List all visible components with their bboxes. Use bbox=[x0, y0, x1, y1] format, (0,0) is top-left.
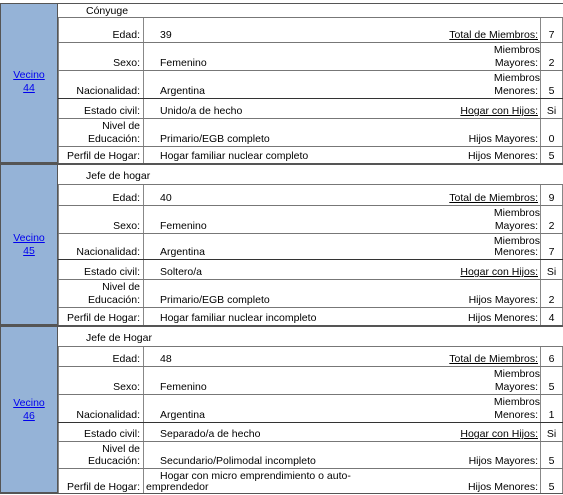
label-menores: Menores: bbox=[494, 409, 538, 421]
row-sexo bbox=[58, 205, 563, 233]
value-nacionalidad: Argentina bbox=[160, 246, 205, 258]
label-miembros: Miembros bbox=[493, 235, 540, 247]
row-perfil bbox=[58, 146, 563, 163]
value-total-miembros: 6 bbox=[548, 353, 555, 365]
value-educacion: Primario/EGB completo bbox=[160, 294, 270, 306]
value-edad: 40 bbox=[160, 192, 172, 204]
vecino-link-44[interactable] bbox=[0, 69, 58, 95]
value-hijos-mayores: 2 bbox=[548, 294, 555, 306]
record-role-header bbox=[58, 326, 563, 344]
label-perfil: Perfil de Hogar: bbox=[67, 150, 140, 162]
label-educacion: Educación: bbox=[88, 133, 140, 145]
label-hijos-menores: Hijos Menores: bbox=[467, 312, 538, 324]
label-hijos-mayores: Hijos Mayores: bbox=[468, 455, 538, 467]
label-sexo: Sexo: bbox=[113, 220, 140, 232]
row-edad bbox=[58, 184, 563, 205]
value-hogar-con-hijos: Si bbox=[546, 428, 557, 440]
vecino-link-45[interactable] bbox=[0, 232, 58, 258]
label-miembros: Miembros bbox=[493, 396, 540, 408]
label-menores: Menores: bbox=[494, 246, 538, 258]
label-miembros: Miembros bbox=[493, 72, 540, 84]
record-role: Jefe de Hogar bbox=[86, 332, 152, 344]
value-estado-civil: Separado/a de hecho bbox=[160, 428, 261, 440]
label-edad: Edad: bbox=[112, 29, 140, 41]
row-edad bbox=[58, 17, 563, 42]
record-role-header bbox=[58, 164, 563, 182]
value-hogar-con-hijos: Si bbox=[546, 105, 557, 117]
row-sexo bbox=[58, 366, 563, 394]
row-perfil bbox=[58, 307, 563, 325]
label-total-miembros: Total de Miembros: bbox=[449, 353, 538, 365]
label-mayores: Mayores: bbox=[494, 220, 538, 232]
value-edad: 39 bbox=[160, 29, 172, 41]
value-sexo: Femenino bbox=[160, 381, 207, 393]
value-miembros-mayores: 5 bbox=[548, 381, 555, 393]
label-perfil: Perfil de Hogar: bbox=[67, 481, 140, 493]
value-estado-civil: Unido/a de hecho bbox=[160, 105, 243, 117]
vecino-link-number[interactable]: 45 bbox=[23, 245, 35, 257]
row-nacionalidad bbox=[58, 233, 563, 259]
value-perfil: Hogar familiar nuclear incompleto bbox=[160, 312, 317, 324]
label-educacion: Educación: bbox=[88, 294, 140, 306]
label-estado-civil: Estado civil: bbox=[83, 428, 140, 440]
value-hijos-menores: 4 bbox=[548, 312, 555, 324]
vecino-link-46[interactable] bbox=[0, 397, 58, 423]
value-total-miembros: 7 bbox=[548, 29, 555, 41]
value-educacion: Primario/EGB completo bbox=[160, 133, 270, 145]
label-hogar-con-hijos: Hogar con Hijos: bbox=[460, 428, 538, 440]
separator-line bbox=[0, 163, 563, 164]
label-estado-civil: Estado civil: bbox=[83, 105, 140, 117]
record-role: Cónyuge bbox=[86, 5, 129, 17]
value-miembros-menores: 7 bbox=[548, 246, 555, 258]
row-educacion bbox=[58, 279, 563, 307]
value-hijos-mayores: 0 bbox=[548, 133, 555, 145]
value-edad: 48 bbox=[160, 353, 172, 365]
row-educacion bbox=[58, 118, 563, 146]
value-hogar-con-hijos: Si bbox=[546, 266, 557, 278]
label-nivel: Nivel de bbox=[102, 120, 140, 132]
label-mayores: Mayores: bbox=[494, 57, 538, 69]
label-hijos-mayores: Hijos Mayores: bbox=[468, 133, 538, 145]
vecino-link-number[interactable]: 44 bbox=[23, 82, 35, 94]
row-perfil bbox=[58, 468, 563, 494]
label-mayores: Mayores: bbox=[494, 381, 538, 393]
label-hijos-menores: Hijos Menores: bbox=[467, 150, 538, 162]
label-menores: Menores: bbox=[494, 85, 538, 97]
separator-line bbox=[0, 493, 563, 494]
label-edad: Edad: bbox=[112, 192, 140, 204]
label-sexo: Sexo: bbox=[113, 381, 140, 393]
label-nivel: Nivel de bbox=[102, 281, 140, 293]
record-role-header bbox=[58, 3, 563, 17]
row-sexo bbox=[58, 42, 563, 70]
label-hogar-con-hijos: Hogar con Hijos: bbox=[460, 266, 538, 278]
label-miembros: Miembros bbox=[493, 44, 540, 56]
vecino-link-word[interactable]: Vecino bbox=[13, 232, 45, 244]
value-perfil: Hogar familiar nuclear completo bbox=[160, 150, 309, 162]
row-nacionalidad bbox=[58, 394, 563, 422]
vecino-link-word[interactable]: Vecino bbox=[13, 69, 45, 81]
value-hijos-mayores: 5 bbox=[548, 455, 555, 467]
label-perfil: Perfil de Hogar: bbox=[67, 312, 140, 324]
value-miembros-mayores: 2 bbox=[548, 220, 555, 232]
row-estado-civil bbox=[58, 422, 563, 441]
vecino-link-number[interactable]: 46 bbox=[23, 410, 35, 422]
value-total-miembros: 9 bbox=[548, 192, 555, 204]
record-role: Jefe de hogar bbox=[86, 170, 151, 182]
label-total-miembros: Total de Miembros: bbox=[449, 192, 538, 204]
label-miembros: Miembros bbox=[493, 207, 540, 219]
label-nacionalidad: Nacionalidad: bbox=[76, 246, 140, 258]
value-hijos-menores: 5 bbox=[548, 150, 555, 162]
value-miembros-mayores: 2 bbox=[548, 57, 555, 69]
label-sexo: Sexo: bbox=[113, 57, 140, 69]
label-total-miembros: Total de Miembros: bbox=[449, 29, 538, 41]
label-educacion: Educación: bbox=[88, 455, 140, 467]
row-estado-civil bbox=[58, 98, 563, 118]
value-perfil-line1: Hogar con micro emprendimiento o auto- bbox=[160, 470, 351, 482]
value-miembros-menores: 5 bbox=[548, 85, 555, 97]
vecino-link-word[interactable]: Vecino bbox=[13, 397, 45, 409]
value-educacion: Secundario/Polimodal incompleto bbox=[160, 455, 316, 467]
value-nacionalidad: Argentina bbox=[160, 85, 205, 97]
value-perfil-line2: emprendedor bbox=[146, 481, 209, 493]
row-estado-civil bbox=[58, 259, 563, 279]
value-sexo: Femenino bbox=[160, 220, 207, 232]
value-hijos-menores: 5 bbox=[548, 481, 555, 493]
value-nacionalidad: Argentina bbox=[160, 409, 205, 421]
value-estado-civil: Soltero/a bbox=[160, 266, 203, 278]
separator-line bbox=[0, 325, 563, 326]
label-nacionalidad: Nacionalidad: bbox=[76, 85, 140, 97]
label-hijos-mayores: Hijos Mayores: bbox=[468, 294, 538, 306]
value-sexo: Femenino bbox=[160, 57, 207, 69]
label-nacionalidad: Nacionalidad: bbox=[76, 409, 140, 421]
label-hogar-con-hijos: Hogar con Hijos: bbox=[460, 105, 538, 117]
label-estado-civil: Estado civil: bbox=[83, 266, 140, 278]
label-nivel: Nivel de bbox=[102, 443, 140, 455]
label-edad: Edad: bbox=[112, 353, 140, 365]
label-miembros: Miembros bbox=[493, 368, 540, 380]
row-educacion bbox=[58, 441, 563, 468]
row-nacionalidad bbox=[58, 70, 563, 98]
row-edad bbox=[58, 346, 563, 366]
label-hijos-menores: Hijos Menores: bbox=[467, 481, 538, 493]
value-miembros-menores: 1 bbox=[548, 409, 555, 421]
